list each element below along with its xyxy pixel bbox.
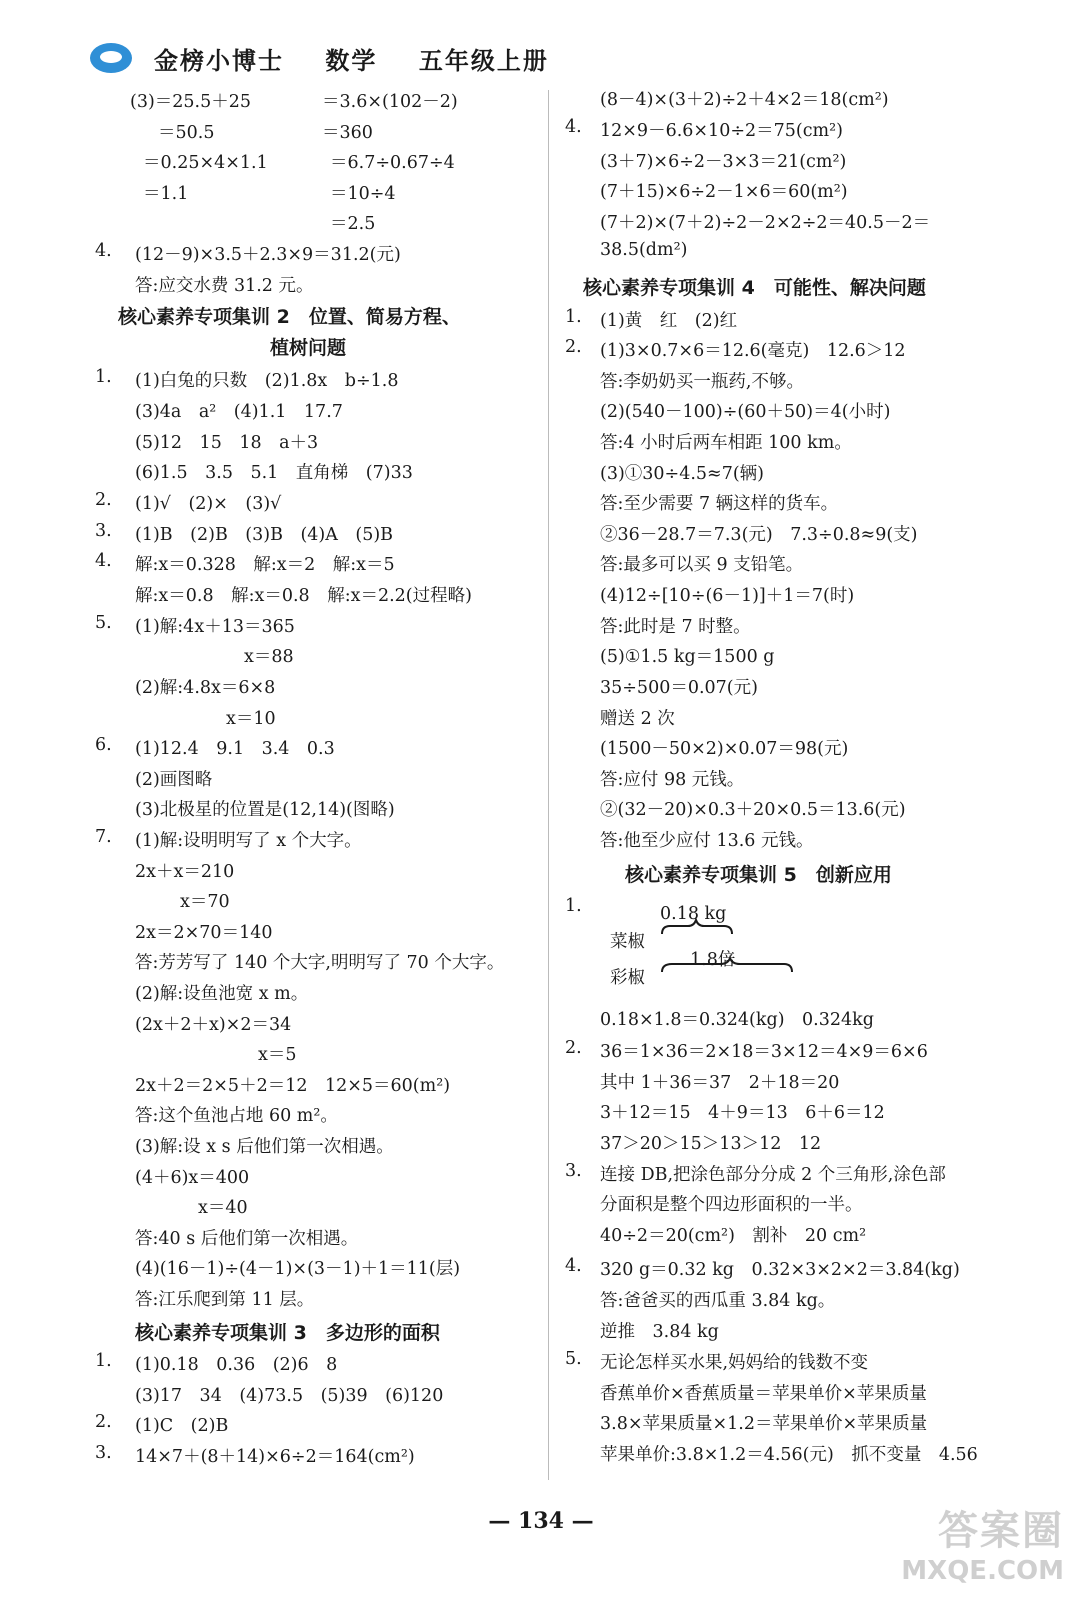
answer-line: 36＝1×36＝2×18＝3×12＝4×9＝6×6 xyxy=(600,1042,928,1062)
answer-line: 2. xyxy=(95,1412,112,1432)
answer-line: 其中 1＋36＝37 2＋18＝20 xyxy=(600,1073,840,1093)
section-title: 核心素养专项集训 2 位置、简易方程、 xyxy=(118,306,461,328)
answer-line: 1. xyxy=(95,367,112,387)
answer-line: 2. xyxy=(95,490,112,510)
answer-line: 3＋12＝15 4＋9＝13 6＋6＝12 xyxy=(600,1103,885,1123)
answer-line: (1)解:设明明写了 x 个大字。 xyxy=(135,831,362,851)
answer-line: (1)3×0.7×6＝12.6(毫克) 12.6＞12 xyxy=(600,341,906,361)
page-header xyxy=(90,38,549,78)
logo-icon xyxy=(90,43,132,73)
section-title: 核心素养专项集训 3 多边形的面积 xyxy=(135,1322,440,1344)
answer-line: 答:4 小时后两车相距 100 km。 xyxy=(600,433,852,453)
answer-line: 38.5(dm²) xyxy=(600,240,688,260)
answer-line: (1)12.4 9.1 3.4 0.3 xyxy=(135,739,335,759)
answer-line: (1500－50×2)×0.07＝98(元) xyxy=(600,739,849,759)
answer-line: 1. xyxy=(565,307,582,327)
answer-line: 4. xyxy=(565,1256,582,1276)
answer-line: ＝1.1 xyxy=(143,184,189,204)
answer-line: 答:40 s 后他们第一次相遇。 xyxy=(135,1229,359,1249)
answer-line: 3. xyxy=(95,1443,112,1463)
answer-line: 35÷500＝0.07(元) xyxy=(600,678,758,698)
answer-line: 37＞20＞15＞13＞12 12 xyxy=(600,1134,822,1154)
answer-line: 40÷2＝20(cm²) 割补 20 cm² xyxy=(600,1226,867,1246)
answer-line: 1. xyxy=(565,896,582,916)
answer-line: (3)①30÷4.5≈7(辆) xyxy=(600,464,765,484)
answer-line: (4)(16－1)÷(4－1)×(3－1)＋1＝11(层) xyxy=(135,1259,461,1279)
diagram-times-label: 1.8倍 xyxy=(690,950,736,970)
section-title: 核心素养专项集训 4 可能性、解决问题 xyxy=(583,277,926,299)
answer-line: (3)4a a² (4)1.1 17.7 xyxy=(135,402,343,422)
answer-line: (4＋6)x＝400 xyxy=(135,1168,250,1188)
answer-line: 答:最多可以买 9 支铅笔。 xyxy=(600,555,804,575)
answer-line: (1)解:4x＋13＝365 xyxy=(135,617,295,637)
answer-line: (4)12÷[10÷(6－1)]＋1＝7(时) xyxy=(600,586,855,606)
answer-line: 香蕉单价×香蕉质量＝苹果单价×苹果质量 xyxy=(600,1384,927,1404)
answer-line: 1. xyxy=(95,1351,112,1371)
answer-line: ＝50.5 xyxy=(158,123,215,143)
answer-line: 12×9－6.6×10÷2＝75(cm²) xyxy=(600,121,843,141)
answer-line: (1)白兔的只数 (2)1.8x b÷1.8 xyxy=(135,371,399,391)
answer-line: (1)C (2)B xyxy=(135,1416,229,1436)
page-number: — 134 — xyxy=(488,1508,594,1534)
answer-line: (2x＋2＋x)×2＝34 xyxy=(135,1015,292,1035)
answer-line: (5)①1.5 kg＝1500 g xyxy=(600,647,775,667)
answer-line: 解:x＝0.328 解:x＝2 解:x＝5 xyxy=(135,555,395,575)
answer-line: ＝360 xyxy=(322,123,373,143)
answer-line: 答:他至少应付 13.6 元钱。 xyxy=(600,831,814,851)
answer-line: (1)0.18 0.36 (2)6 8 xyxy=(135,1355,338,1375)
diagram-color-pepper-label: 彩椒 xyxy=(610,968,645,988)
answer-line: (2)解:设鱼池宽 x m。 xyxy=(135,984,309,1004)
answer-line: (1)B (2)B (3)B (4)A (5)B xyxy=(135,525,394,545)
watermark xyxy=(901,1499,1064,1586)
answer-line: 赠送 2 次 xyxy=(600,709,675,729)
answer-line: ＝10÷4 xyxy=(330,184,396,204)
answer-line: 2x＝2×70＝140 xyxy=(135,923,273,943)
answer-line: (2)(540－100)÷(60＋50)＝4(小时) xyxy=(600,402,891,422)
answer-line: 解:x＝0.8 解:x＝0.8 解:x＝2.2(过程略) xyxy=(135,586,472,606)
header-title: 金榜小博士 数学 五年级上册 xyxy=(154,46,549,75)
answer-line: (3)解:设 x s 后他们第一次相遇。 xyxy=(135,1137,394,1157)
answer-line: 320 g＝0.32 kg 0.32×3×2×2＝3.84(kg) xyxy=(600,1260,960,1280)
answer-line: 答:李奶奶买一瓶药,不够。 xyxy=(600,372,804,392)
answer-line: 6. xyxy=(95,735,112,755)
answer-line: 答:应付 98 元钱。 xyxy=(600,770,745,790)
answer-line: x＝70 xyxy=(180,892,230,912)
answer-line: (12－9)×3.5＋2.3×9＝31.2(元) xyxy=(135,245,401,265)
answer-line: 4. xyxy=(95,551,112,571)
answer-line: 3. xyxy=(95,521,112,541)
answer-line: 2. xyxy=(565,1038,582,1058)
answer-line: 7. xyxy=(95,827,112,847)
diagram-top-value: 0.18 kg xyxy=(660,904,727,924)
answer-line: (2)解:4.8x＝6×8 xyxy=(135,678,276,698)
answer-line: ②36－28.7＝7.3(元) 7.3÷0.8≈9(支) xyxy=(600,525,918,545)
answer-line: 答:这个鱼池占地 60 m²。 xyxy=(135,1106,338,1126)
answer-line: 连接 DB,把涂色部分分成 2 个三角形,涂色部 xyxy=(600,1165,946,1185)
answer-line: (7＋15)×6÷2－1×6＝60(m²) xyxy=(600,182,848,202)
answer-line: 5. xyxy=(95,613,112,633)
answer-line: 答:至少需要 7 辆这样的货车。 xyxy=(600,494,839,514)
answer-line: 5. xyxy=(565,1349,582,1369)
answer-line: (2)画图略 xyxy=(135,770,213,790)
answer-line: (8－4)×(3＋2)÷2＋4×2＝18(cm²) xyxy=(600,90,889,110)
answer-line: 4. xyxy=(95,241,112,261)
answer-line: (7＋2)×(7＋2)÷2－2×2÷2＝40.5－2＝ xyxy=(600,213,931,233)
answer-line: (1)黄 红 (2)红 xyxy=(600,311,738,331)
answer-line: 14×7＋(8＋14)×6÷2＝164(cm²) xyxy=(135,1447,415,1467)
section-title: 核心素养专项集训 5 创新应用 xyxy=(625,864,892,886)
answer-line: ＝6.7÷0.67÷4 xyxy=(330,153,455,173)
answer-line: (3)17 34 (4)73.5 (5)39 (6)120 xyxy=(135,1386,444,1406)
answer-line: ＝3.6×(102－2) xyxy=(322,92,458,112)
answer-line: 逆推 3.84 kg xyxy=(600,1322,719,1342)
answer-line: 分面积是整个四边形面积的一半。 xyxy=(600,1195,863,1215)
answer-line: 答:此时是 7 时整。 xyxy=(600,617,751,637)
answer-line: 答:江乐爬到第 11 层。 xyxy=(135,1290,315,1310)
answer-line: ＝2.5 xyxy=(330,214,376,234)
answer-line: 3.8×苹果质量×1.2＝苹果单价×苹果质量 xyxy=(600,1414,928,1434)
answer-line: 无论怎样买水果,妈妈给的钱数不变 xyxy=(600,1353,869,1373)
diagram-pepper-label: 菜椒 xyxy=(610,932,645,952)
answer-line: x＝88 xyxy=(244,647,294,667)
answer-line: 苹果单价:3.8×1.2＝4.56(元) 抓不变量 4.56 xyxy=(600,1445,978,1465)
answer-line: 3. xyxy=(565,1161,582,1181)
answer-line: x＝5 xyxy=(258,1045,297,1065)
answer-line: 2. xyxy=(565,337,582,357)
answer-line: 答:芳芳写了 140 个大字,明明写了 70 个大字。 xyxy=(135,953,505,973)
answer-line: x＝40 xyxy=(198,1198,248,1218)
pepper-diagram xyxy=(608,902,808,994)
answer-line: (5)12 15 18 a＋3 xyxy=(135,433,319,453)
column-divider xyxy=(548,90,549,1480)
answer-line: 2x＋x＝210 xyxy=(135,862,235,882)
section-title: 植树问题 xyxy=(270,337,347,359)
answer-line: 答:应交水费 31.2 元。 xyxy=(135,276,314,296)
answer-line: ②(32－20)×0.3＋20×0.5＝13.6(元) xyxy=(600,800,906,820)
answer-line: (3)北极星的位置是(12,14)(图略) xyxy=(135,800,395,820)
answer-line: ＝0.25×4×1.1 xyxy=(143,153,268,173)
answer-line: 0.18×1.8＝0.324(kg) 0.324kg xyxy=(600,1010,874,1030)
answer-line: (3＋7)×6÷2－3×3＝21(cm²) xyxy=(600,152,847,172)
answer-line: (6)1.5 3.5 5.1 直角梯 (7)33 xyxy=(135,463,413,483)
answer-line: x＝10 xyxy=(226,709,276,729)
answer-line: (3)＝25.5＋25 xyxy=(130,92,252,112)
answer-line: 4. xyxy=(565,117,582,137)
watermark-line1: 答案圈 xyxy=(938,1508,1064,1554)
answer-line: 答:爸爸买的西瓜重 3.84 kg。 xyxy=(600,1291,836,1311)
watermark-line2: MXQE.COM xyxy=(901,1556,1064,1586)
answer-line: 2x＋2＝2×5＋2＝12 12×5＝60(m²) xyxy=(135,1076,451,1096)
answer-line: (1)√ (2)× (3)√ xyxy=(135,494,282,514)
